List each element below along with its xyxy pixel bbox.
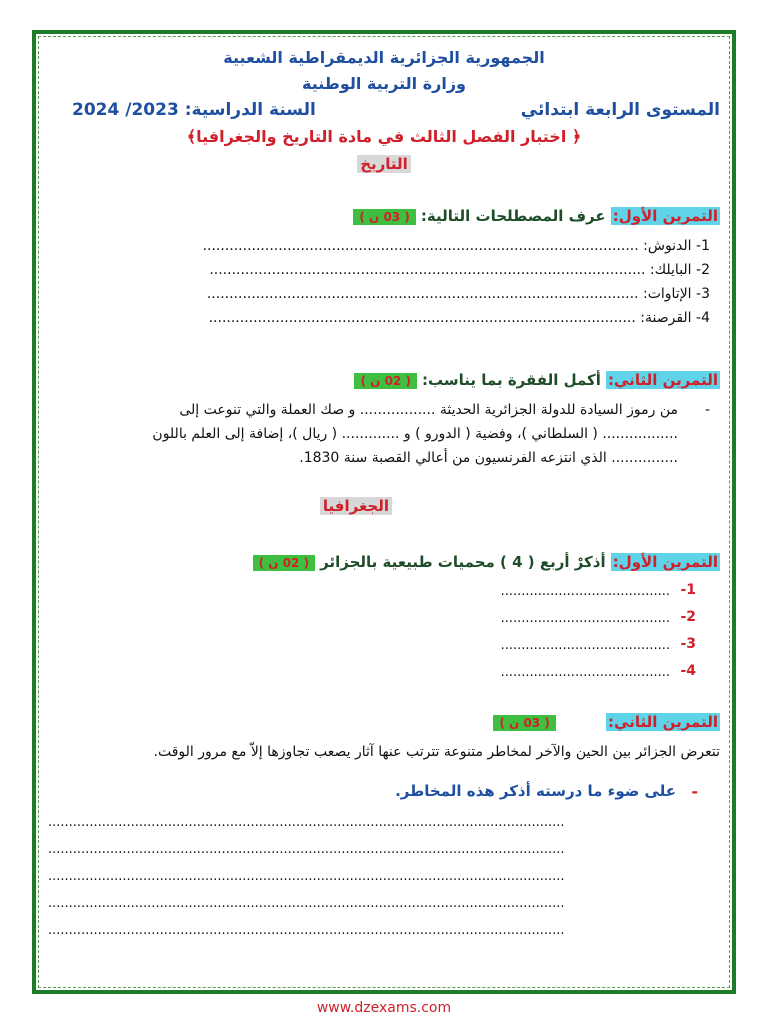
risks-intro: تتعرض الجزائر بين الحين والآخر لمخاطر متنوعة تترتب عنها آثار يصعب تجاوزها إلاّ مع مرور الوقت. — [153, 744, 720, 760]
level-label: المستوى الرابعة ابتدائي — [520, 100, 720, 120]
reserve-number-4: -4 — [680, 663, 696, 679]
exercise-label: التمرين الأول: — [612, 553, 718, 571]
reserve-blank-4: ......................................... — [500, 665, 670, 680]
points-badge: ( 03 ن ) — [493, 715, 555, 731]
paragraph-line-2: ................. ( السلطاني )، وفضية ( الدورو ) و ............. ( ريال )، إضافة إلى العلم باللون — [152, 426, 678, 442]
reserve-number-3: -3 — [680, 636, 696, 652]
definition-item-2: 2- البايلك: .................................................................................................. — [209, 262, 710, 278]
geo-ex1-header — [253, 552, 720, 571]
ministry-title: وزارة التربية الوطنية — [301, 74, 466, 93]
points-badge: ( 03 ن ) — [353, 209, 415, 225]
paragraph-line-3: ............... الذي انتزعه الفرنسيون من أعالي القصبة سنة 1830. — [299, 450, 678, 466]
school-year: السنة الدراسية: 2023/ 2024 — [72, 100, 316, 120]
history-ex1-header — [353, 206, 720, 225]
republic-title: الجمهورية الجزائرية الديمقراطية الشعبية — [223, 48, 545, 67]
exercise-instruction: عرف المصطلحات التالية: — [420, 207, 606, 225]
points-badge: ( 02 ن ) — [354, 373, 416, 389]
exercise-label: التمرين الثاني: — [608, 371, 718, 389]
exercise-label: التمرين الثاني: — [608, 713, 718, 731]
answer-line-2: ............................................................................................................................. — [48, 842, 565, 857]
definition-item-4: 4- القرصنة: ................................................................................................ — [208, 310, 710, 326]
paragraph-line-1: من رموز السيادة للدولة الجزائرية الحديثة ................. و صك العملة والتي تنوعت إلى — [179, 402, 678, 418]
answer-line-3: ............................................................................................................................. — [48, 869, 565, 884]
definition-item-1: 1- الدنوش: .................................................................................................. — [202, 238, 710, 254]
section-geography-title: الجغرافيا — [320, 497, 392, 515]
reserve-blank-1: ......................................... — [500, 584, 670, 599]
section-history-title: التاريخ — [357, 155, 411, 173]
definition-item-3: 3- الإتاوات: ................................................................................................. — [206, 286, 710, 302]
reserve-blank-2: ......................................... — [500, 611, 670, 626]
reserve-blank-3: ......................................... — [500, 638, 670, 653]
reserve-number-2: -2 — [680, 609, 696, 625]
geo-ex2-header — [493, 712, 720, 731]
answer-line-5: ............................................................................................................................. — [48, 923, 565, 938]
website-link[interactable]: www.dzexams.com — [316, 1000, 452, 1016]
exercise-label: التمرين الأول: — [612, 207, 718, 225]
answer-line-4: ............................................................................................................................. — [48, 896, 565, 911]
question-dash: - — [691, 782, 698, 801]
points-badge: ( 02 ن ) — [253, 555, 315, 571]
bullet-dash: - — [704, 402, 710, 418]
risks-question: على ضوء ما درسته أذكر هذه المخاطر. — [395, 782, 676, 800]
exercise-instruction: أكمل الفقرة بما يناسب: — [422, 371, 601, 389]
answer-line-1: ............................................................................................................................. — [48, 815, 565, 830]
reserve-number-1: -1 — [680, 582, 696, 598]
history-ex2-header — [354, 370, 720, 389]
exam-title: ﴿ اختبار الفصل الثالث في مادة التاريخ والجغرافيا﴾ — [186, 127, 582, 146]
exercise-instruction: أذكرْ أربع ( 4 ) محميات طبيعية بالجزائر — [320, 553, 606, 571]
